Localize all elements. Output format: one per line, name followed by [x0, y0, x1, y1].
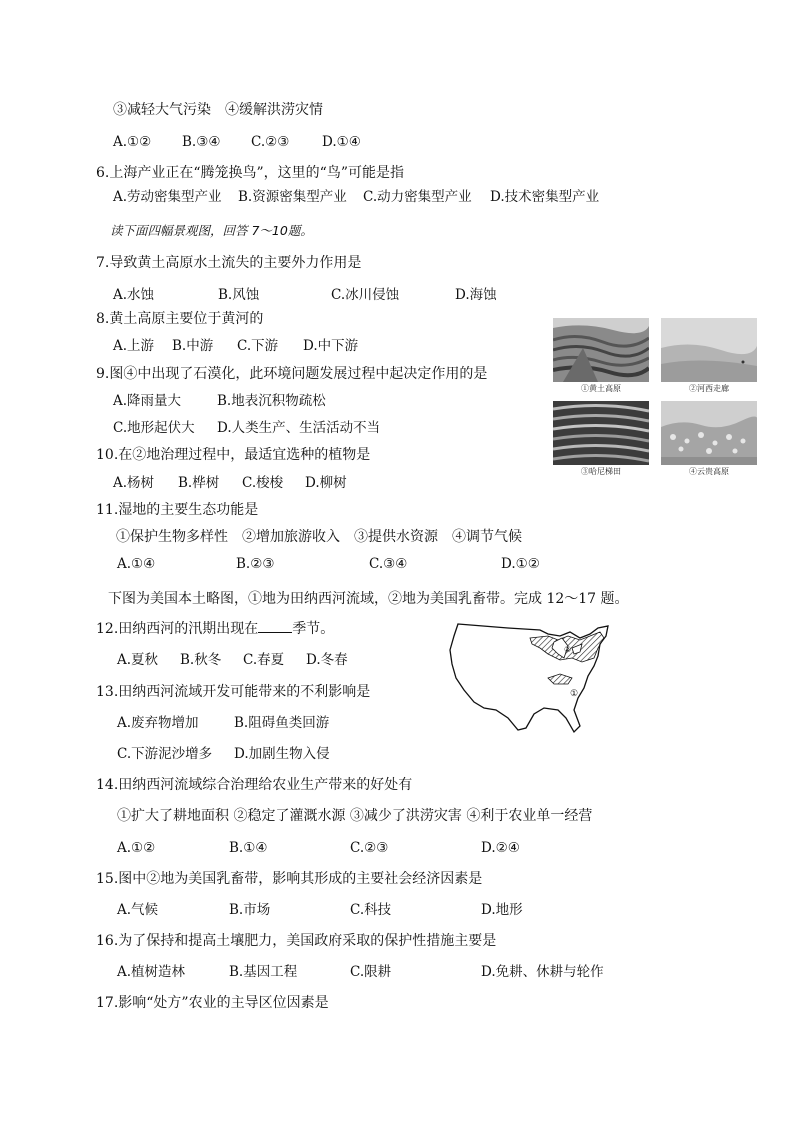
q10-option-b[interactable]: B.桦树: [178, 475, 220, 491]
q14-option-d[interactable]: D.②④: [481, 840, 520, 856]
q16-option-a[interactable]: A.植树造林: [117, 964, 186, 980]
q5-option-d[interactable]: D.①④: [322, 134, 361, 150]
caption-photo-2: ②河西走廊: [689, 384, 729, 393]
q12-stem: [96, 620, 334, 638]
q15-stem: 15.图中②地为美国乳畜带，影响其形成的主要社会经济因素是: [96, 871, 483, 887]
q13-option-d[interactable]: D.加剧生物入侵: [234, 746, 330, 762]
q12-option-d[interactable]: D.冬春: [306, 652, 348, 668]
q14-option-b[interactable]: B.①④: [229, 840, 268, 856]
q8-option-a[interactable]: A.上游: [113, 338, 155, 354]
q5-option-c[interactable]: C.②③: [251, 134, 290, 150]
q15-option-b[interactable]: B.市场: [229, 902, 271, 918]
photo-loess-plateau: [553, 318, 649, 382]
q14-option-c[interactable]: C.②③: [350, 840, 389, 856]
q7-option-b[interactable]: B.风蚀: [218, 287, 260, 303]
q10-stem: 10.在②地治理过程中，最适宜选种的植物是: [96, 447, 371, 463]
q14-option-a[interactable]: A.①②: [117, 840, 156, 856]
q11-option-d[interactable]: D.①②: [501, 556, 540, 572]
q12-option-a[interactable]: A.夏秋: [117, 652, 159, 668]
q5-items-line: ③减轻大气污染 ④缓解洪涝灾情: [113, 102, 323, 118]
q14-items-line: ①扩大了耕地面积 ②稳定了灌溉水源 ③减少了洪涝灾害 ④利于农业单一经营: [117, 808, 593, 824]
map-label-2: ②: [564, 645, 572, 654]
instruction-usa: 下图为美国本土略图，①地为田纳西河流域，②地为美国乳畜带。完成 12～17 题。: [108, 591, 629, 607]
q12-stem-before: 12.田纳西河的汛期出现在: [96, 621, 259, 637]
q16-option-d[interactable]: D.免耕、休耕与轮作: [481, 964, 604, 980]
map-label-1: ①: [570, 689, 579, 699]
q10-option-d[interactable]: D.柳树: [305, 475, 347, 491]
q6-option-d[interactable]: D.技术密集型产业: [490, 189, 600, 205]
q10-option-c[interactable]: C.梭梭: [242, 475, 284, 491]
q13-option-b[interactable]: B.阻碍鱼类回游: [234, 715, 330, 731]
caption-photo-3: ③哈尼梯田: [581, 467, 621, 476]
q9-option-d[interactable]: D.人类生产、生活活动不当: [217, 420, 381, 436]
q17-stem: 17.影响“处方”农业的主导区位因素是: [96, 995, 329, 1011]
q6-option-a[interactable]: A.劳动密集型产业: [113, 189, 222, 205]
photo-yungui-plateau: [661, 401, 757, 465]
q5-option-b[interactable]: B.③④: [182, 134, 221, 150]
q5-option-a[interactable]: A.①②: [113, 134, 152, 150]
q13-option-a[interactable]: A.废弃物增加: [117, 715, 199, 731]
photo-hexi-corridor: [661, 318, 757, 382]
q16-option-b[interactable]: B.基因工程: [229, 964, 298, 980]
q11-stem: 11.湿地的主要生态功能是: [96, 502, 259, 518]
q13-stem: 13.田纳西河流域开发可能带来的不利影响是: [96, 684, 371, 700]
q7-option-d[interactable]: D.海蚀: [455, 287, 497, 303]
q7-option-c[interactable]: C.冰川侵蚀: [331, 287, 400, 303]
q9-option-a[interactable]: A.降雨量大: [113, 393, 182, 409]
instruction-landscapes: 读下面四幅景观图，回答 7～10题。: [110, 223, 313, 238]
q12-option-c[interactable]: C.春夏: [243, 652, 285, 668]
q11-option-c[interactable]: C.③④: [369, 556, 408, 572]
q8-option-d[interactable]: D.中下游: [303, 338, 359, 354]
q11-option-a[interactable]: A.①④: [117, 556, 156, 572]
q8-stem: 8.黄土高原主要位于黄河的: [96, 311, 264, 327]
q11-items-line: ①保护生物多样性 ②增加旅游收入 ③提供水资源 ④调节气候: [116, 529, 522, 545]
caption-photo-1: ①黄土高原: [581, 384, 621, 393]
q7-option-a[interactable]: A.水蚀: [113, 287, 155, 303]
q7-stem: 7.导致黄土高原水土流失的主要外力作用是: [96, 255, 362, 271]
q12-stem-after: 季节。: [292, 621, 335, 637]
usa-map: [448, 618, 614, 736]
q12-option-b[interactable]: B.秋冬: [180, 652, 222, 668]
q15-option-d[interactable]: D.地形: [481, 902, 523, 918]
q6-option-b[interactable]: B.资源密集型产业: [238, 189, 347, 205]
q9-option-c[interactable]: C.地形起伏大: [113, 420, 195, 436]
q16-option-c[interactable]: C.限耕: [350, 964, 392, 980]
q9-option-b[interactable]: B.地表沉积物疏松: [217, 393, 326, 409]
caption-photo-4: ④云贵高原: [689, 467, 729, 476]
q6-option-c[interactable]: C.动力密集型产业: [363, 189, 472, 205]
q13-option-c[interactable]: C.下游泥沙增多: [117, 746, 213, 762]
q6-stem: 6.上海产业正在“腾笼换鸟”，这里的“鸟”可能是指: [96, 165, 404, 181]
q9-stem: 9.图④中出现了石漠化，此环境问题发展过程中起决定作用的是: [96, 366, 488, 382]
q16-stem: 16.为了保持和提高土壤肥力，美国政府采取的保护性措施主要是: [96, 933, 497, 949]
q12-blank[interactable]: [258, 620, 292, 633]
q10-option-a[interactable]: A.杨树: [113, 475, 155, 491]
q14-stem: 14.田纳西河流域综合治理给农业生产带来的好处有: [96, 777, 413, 793]
q15-option-c[interactable]: C.科技: [350, 902, 392, 918]
q11-option-b[interactable]: B.②③: [236, 556, 275, 572]
q8-option-b[interactable]: B.中游: [172, 338, 214, 354]
q8-option-c[interactable]: C.下游: [237, 338, 279, 354]
photo-hani-terraces: [553, 401, 649, 465]
q15-option-a[interactable]: A.气候: [117, 902, 159, 918]
